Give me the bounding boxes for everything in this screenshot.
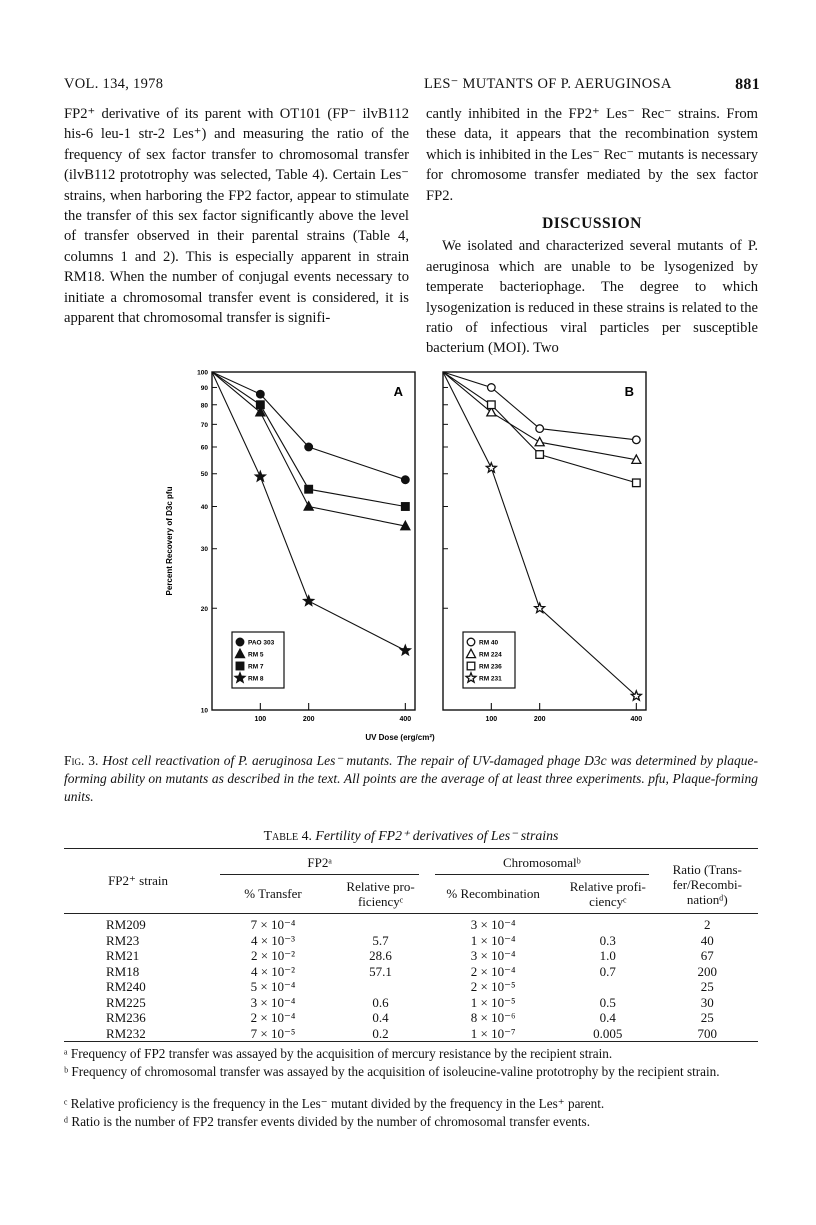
left-column-text: FP2⁺ derivative of its parent with OT101 (FP⁻ ilvB112 his-6 leu-1 str-2 Les⁺) and measuring the ratio of the frequency of sex factor transfer to chromosomal transfer (ilvB112 prototrophy was selected, Table 4). Certain Les⁻ strains, when harboring the FP2 factor, appear to stimulate the transfer of this sex factor significantly above the level of transfer observed in their parental strains (Table 4, columns 1 and 2). This is especially apparent in strain RM18. When the number of conjugal events necessary to initiate a chromosomal transfer event is considered, it is apparent that chromosomal transfer is signifi- — [64, 106, 409, 327]
table-cell: 0.005 — [593, 1025, 623, 1041]
y-tick-label: 90 — [200, 384, 208, 392]
table-cell: 40 — [700, 932, 714, 948]
table-cell: RM236 — [106, 1010, 146, 1025]
legend-label: RM 224 — [479, 651, 502, 659]
running-title: LES⁻ MUTANTS OF P. AERUGINOSA — [424, 76, 672, 92]
table-cell: 57.1 — [369, 963, 392, 979]
right-column-text-top: cantly inhibited in the FP2⁺ Les⁻ Rec⁻ strains. From these data, it appears that the recombination system which is inhibited in the Les⁻ Rec⁻ mutants is necessary for chromosome transfer mediated by the sex factor FP2. — [426, 106, 758, 204]
running-header — [64, 76, 760, 98]
table-cell: 2 × 10⁻⁴ — [470, 963, 516, 979]
legend-label: RM 231 — [479, 675, 502, 683]
y-axis-label: Percent Recovery of D3c pfu — [165, 486, 174, 596]
header-transfer: % Transfer — [244, 886, 302, 901]
left-column — [64, 104, 409, 328]
header-ratio: Ratio (Trans- fer/Recombi- nationᵈ) — [672, 861, 742, 907]
table-cell: 0.5 — [599, 994, 616, 1010]
table-row — [64, 964, 758, 980]
table-row — [64, 948, 758, 964]
figure-label: Fig. 3. — [64, 753, 99, 768]
panel-label: B — [624, 384, 634, 399]
right-column-text-bottom: We isolated and characterized several mutants of P. aeruginosa which are unable to be lysogenized by temperate bacteriophage. The degree to which lysogenization is reduced in these strains is related to the ratio of infectious viral particles per susceptible bacterium (MOI). Two — [426, 238, 758, 357]
table-cell: 0.7 — [599, 963, 616, 979]
data-point — [305, 443, 313, 451]
table-cell: 0.4 — [599, 1010, 616, 1025]
figure-caption-text: Host cell reactivation of P. aeruginosa Les⁻ mutants. The repair of UV-damaged phage D3c was determined by plaque-forming ability on mutants as described in the text. All points are the average of at least three experiments. pfu, Plaque-forming units. — [64, 753, 758, 804]
table-cell: 2 × 10⁻⁴ — [250, 1010, 296, 1025]
header-strain: FP2⁺ strain — [108, 873, 169, 888]
y-tick-label: 100 — [197, 369, 208, 377]
y-tick-label: 10 — [200, 707, 208, 715]
data-point — [536, 425, 544, 433]
y-tick-label: 50 — [200, 471, 208, 479]
header-relative-proficiency-fp2: Relative pro- ficiencyᶜ — [346, 879, 415, 909]
legend-marker — [236, 662, 244, 670]
table-cell: 25 — [700, 979, 714, 994]
data-point — [305, 485, 313, 493]
legend-label: RM 236 — [479, 663, 502, 671]
legend-marker — [236, 638, 244, 646]
table-caption-text: Fertility of FP2⁺ derivatives of Les⁻ strains — [315, 828, 559, 843]
footnote-c: ᶜ Relative proficiency is the frequency in the Les⁻ mutant divided by the frequency in the Les⁺ parent. — [64, 1096, 605, 1111]
table-cell: 67 — [700, 948, 714, 963]
table-cell — [559, 914, 656, 933]
table-cell: 5 × 10⁻⁴ — [250, 979, 296, 994]
table-cell: RM232 — [106, 1025, 146, 1041]
table-cell: 0.3 — [599, 932, 616, 948]
data-point — [488, 384, 496, 392]
table-cell: 1 × 10⁻⁷ — [470, 1025, 516, 1041]
legend-label: RM 8 — [248, 675, 264, 683]
footnote-a: ᵃ Frequency of FP2 transfer was assayed by the acquisition of mercury resistance by the recipient strain. — [64, 1046, 613, 1061]
table-cell: RM18 — [106, 963, 140, 979]
table-cell: 4 × 10⁻³ — [250, 932, 296, 948]
y-tick-label: 80 — [200, 402, 208, 410]
data-point — [402, 503, 410, 511]
legend-marker — [467, 638, 475, 646]
data-point — [400, 645, 410, 654]
series-line-pao-303 — [212, 372, 405, 480]
table-cell: 1 × 10⁻⁴ — [470, 932, 516, 948]
table-cell: 2 × 10⁻⁵ — [470, 979, 516, 994]
table-cell: RM240 — [106, 979, 146, 994]
table-cell: RM209 — [106, 917, 146, 932]
table-cell: 0.4 — [372, 1010, 389, 1025]
table-cell: 3 × 10⁻⁴ — [470, 948, 516, 963]
y-tick-label: 60 — [200, 444, 208, 452]
table-label: Table 4. — [263, 828, 312, 843]
table-cell: 700 — [697, 1025, 717, 1041]
data-point — [535, 437, 544, 445]
table-title — [64, 828, 758, 844]
header-fp2-group: FP2ᵃ — [212, 849, 427, 876]
table-row — [64, 914, 758, 933]
table-cell: 0.2 — [372, 1025, 389, 1041]
data-point — [402, 476, 410, 484]
table-cell: 4 × 10⁻² — [250, 963, 296, 979]
table-cell: 2 × 10⁻² — [250, 948, 296, 963]
legend-marker — [467, 662, 475, 670]
x-tick-label: 100 — [254, 716, 267, 723]
table-cell: 0.6 — [372, 994, 389, 1010]
table-cell — [334, 979, 427, 995]
table-row — [64, 933, 758, 949]
table-cell: 8 × 10⁻⁶ — [470, 1010, 516, 1025]
y-tick-label: 20 — [200, 605, 208, 613]
right-column — [426, 104, 758, 359]
table-cell — [334, 914, 427, 933]
series-line-rm-224 — [443, 372, 636, 460]
x-tick-label: 200 — [533, 716, 546, 723]
x-tick-label: 100 — [485, 716, 498, 723]
table-cell: 7 × 10⁻⁴ — [250, 917, 296, 932]
data-point — [633, 479, 641, 487]
footnote-d: ᵈ Ratio is the number of FP2 transfer events divided by the number of chromosomal transfer events. — [64, 1114, 590, 1129]
y-tick-label: 70 — [200, 421, 208, 429]
table-cell: 30 — [700, 994, 714, 1010]
y-tick-label: 30 — [200, 546, 208, 554]
x-tick-label: 200 — [302, 716, 315, 723]
data-point — [255, 472, 265, 481]
section-heading: DISCUSSION — [542, 215, 642, 233]
table-cell: RM21 — [106, 948, 140, 963]
data-point — [304, 502, 313, 510]
table-cell: 25 — [700, 1010, 714, 1025]
header-recombination: % Recombination — [446, 886, 540, 901]
x-axis-label: UV Dose (erg/cm²) — [365, 733, 435, 742]
header-relative-proficiency-chrom: Relative profi- ciencyᶜ — [569, 879, 646, 909]
header-chromosomal-group: Chromosomalᵇ — [427, 849, 656, 876]
y-tick-label: 40 — [200, 504, 208, 512]
table-4 — [64, 848, 758, 1042]
table-row — [64, 1026, 758, 1042]
page-number: 881 — [735, 76, 760, 93]
table-cell: 1 × 10⁻⁵ — [470, 994, 516, 1010]
table-cell: 2 — [704, 917, 711, 932]
x-tick-label: 400 — [399, 716, 412, 723]
data-point — [304, 596, 314, 605]
table-row — [64, 995, 758, 1011]
table-cell: RM23 — [106, 932, 140, 948]
data-point — [257, 390, 265, 398]
table-row — [64, 1010, 758, 1026]
table-cell: 28.6 — [369, 948, 392, 963]
footnote-b: ᵇ Frequency of chromosomal transfer was assayed by the acquisition of isoleucine-valine prototrophy by the recipient strain. — [64, 1064, 720, 1079]
table-cell: 3 × 10⁻⁴ — [470, 917, 516, 932]
legend-label: RM 5 — [248, 651, 264, 659]
data-point — [633, 436, 641, 444]
panel-label: A — [393, 384, 403, 399]
legend-label: RM 7 — [248, 663, 264, 671]
table-cell — [559, 979, 656, 995]
data-point — [536, 451, 544, 459]
table-cell: 3 × 10⁻⁴ — [250, 994, 296, 1010]
table-cell: 5.7 — [372, 932, 389, 948]
table-cell: 1.0 — [599, 948, 616, 963]
table-row — [64, 979, 758, 995]
table-cell: 200 — [697, 963, 717, 979]
data-point — [488, 401, 496, 409]
data-point — [257, 401, 265, 409]
figure-3-chart — [150, 360, 690, 760]
legend-label: PAO 303 — [248, 639, 275, 647]
figure-caption — [64, 752, 758, 806]
table-cell: 7 × 10⁻⁵ — [250, 1025, 296, 1041]
table-cell: RM225 — [106, 994, 146, 1010]
x-tick-label: 400 — [630, 716, 643, 723]
series-line-rm-8 — [212, 372, 405, 651]
volume-year: VOL. 134, 1978 — [64, 76, 164, 92]
data-point — [486, 463, 496, 472]
legend-label: RM 40 — [479, 639, 499, 647]
